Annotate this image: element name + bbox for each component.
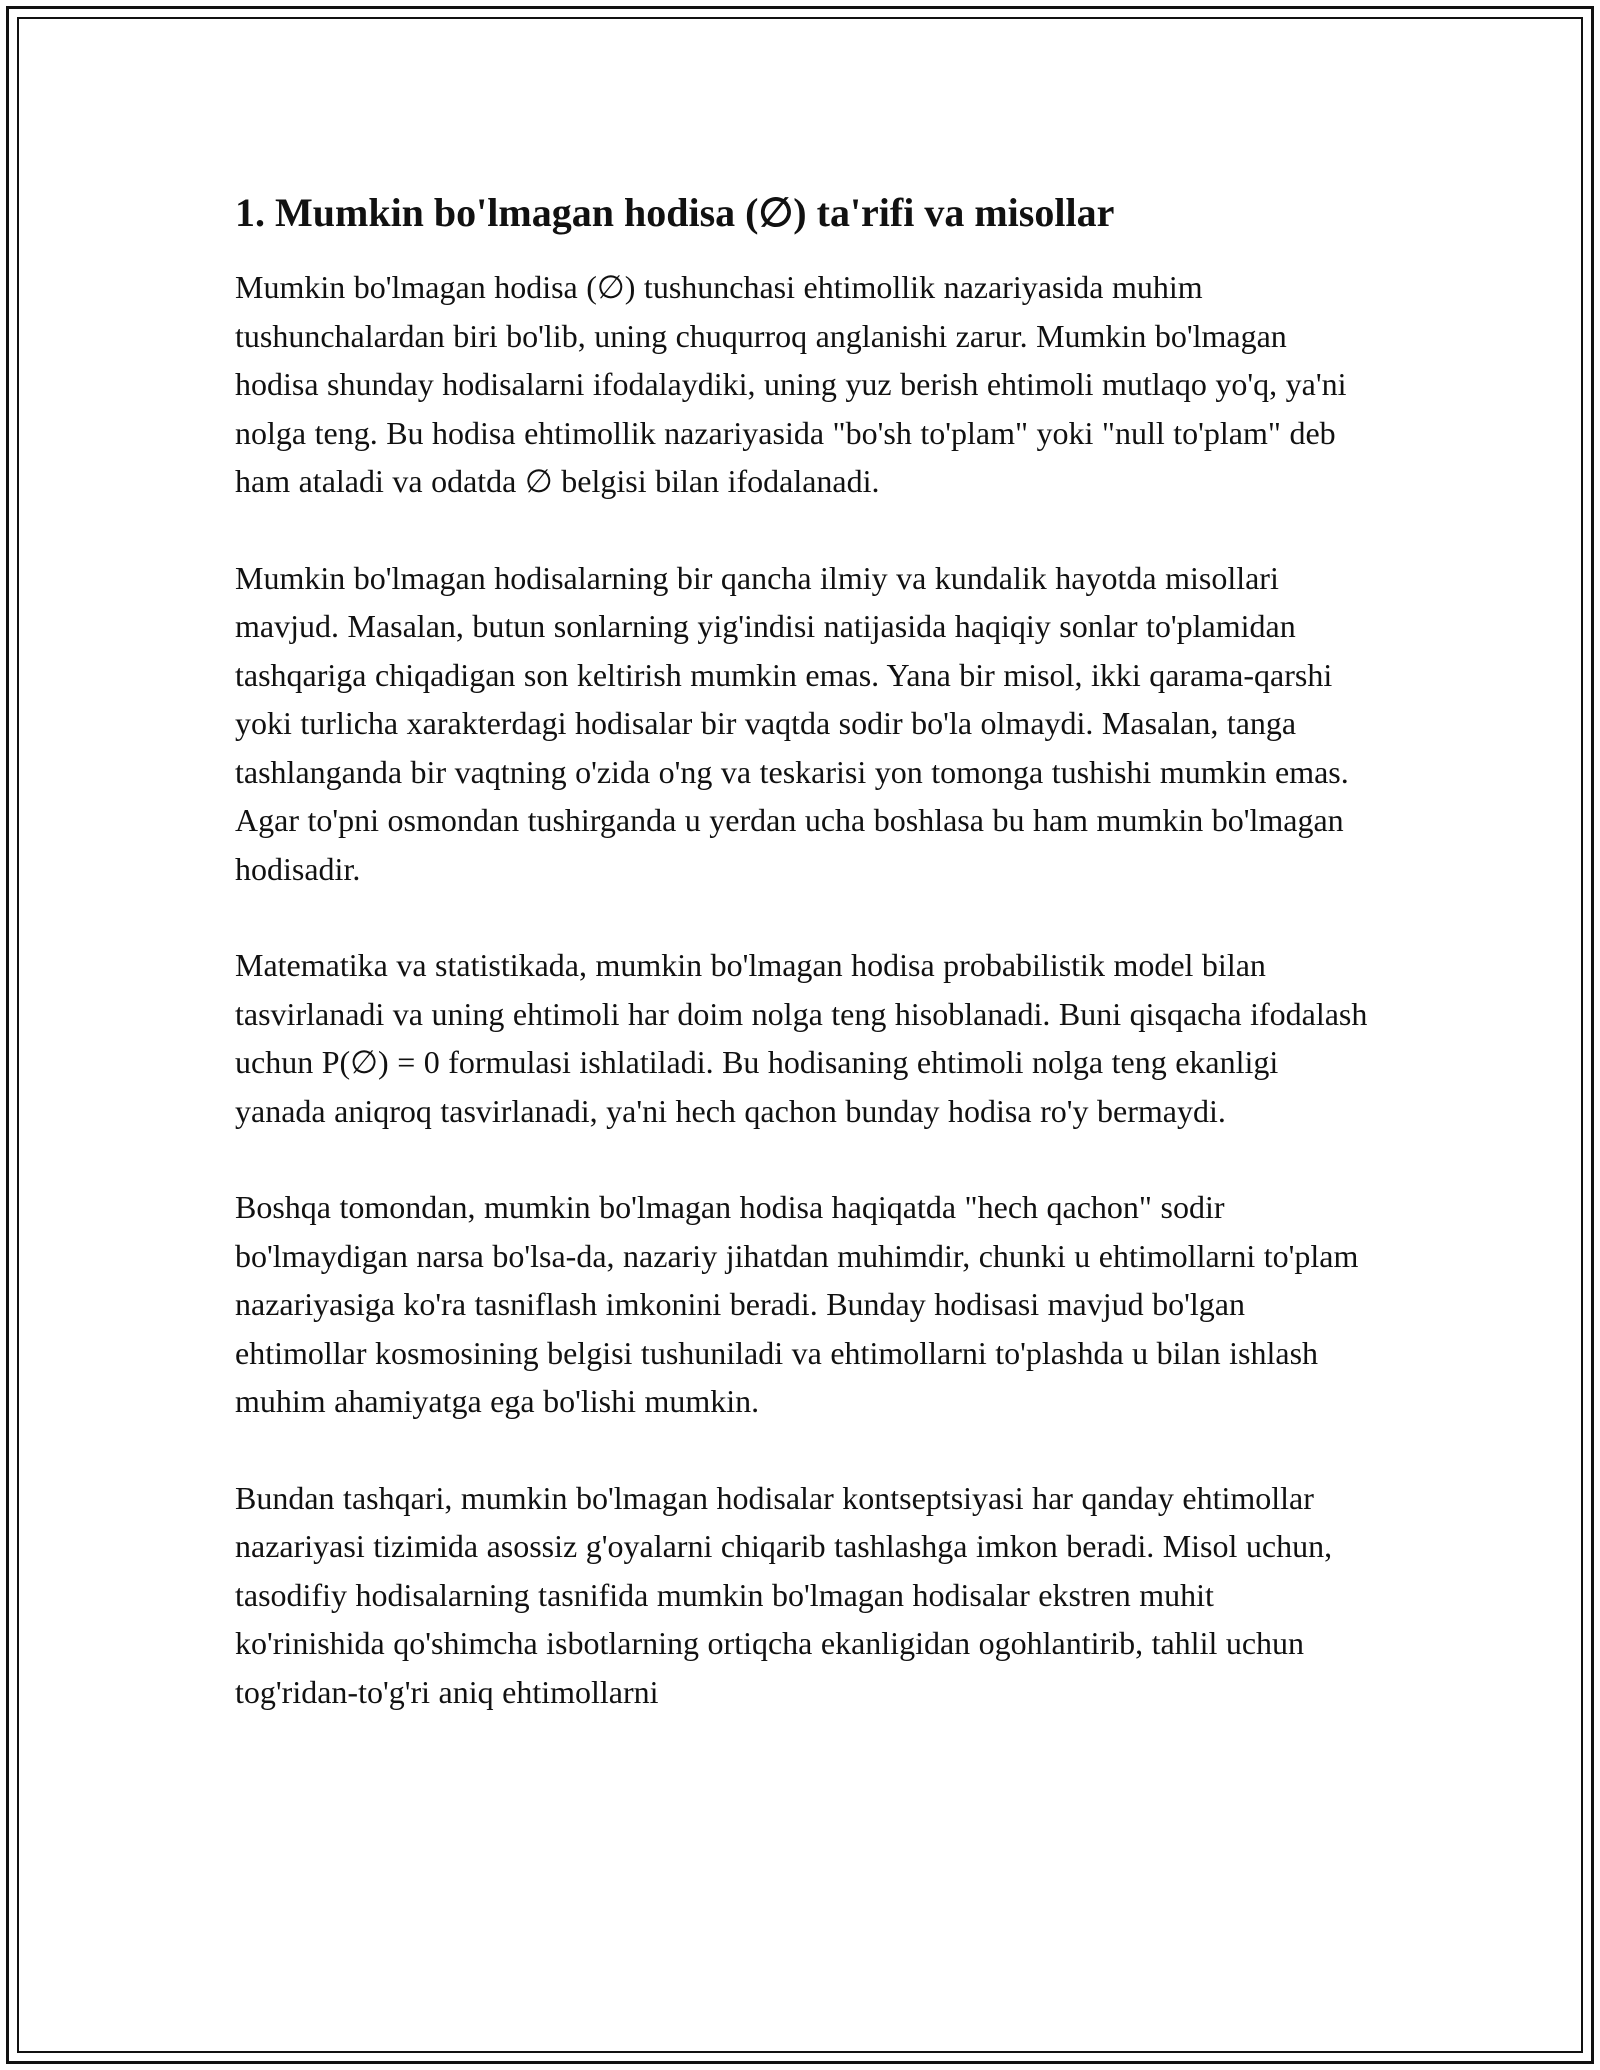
paragraph-mathematics: Matematika va statistikada, mumkin bo'lmagan hodisa probabilistik model bilan tasvirlanadi va uning ehtimoli har doim nolga teng hisoblanadi. Buni qisqacha ifodalash uchun P(∅) = 0 formulasi ishlatiladi. Bu hodisaning ehtimoli nolga teng ekanligi yanada aniqroq tasvirlanadi, ya'ni hech qachon bunday hodisa ro'y bermaydi. — [235, 947, 1368, 1129]
page-title: 1. Mumkin bo'lmagan hodisa (∅) ta'rifi va misollar — [235, 190, 1115, 235]
paragraph-concept: Bundan tashqari, mumkin bo'lmagan hodisalar kontseptsiyasi har qanday ehtimollar nazariyasi tizimida asossiz g'oyalarni chiqarib tashlashga imkon beradi. Misol uchun, tasodifiy hodisalarning tasnifida mumkin bo'lmagan hodisalar ekstren muhit ko'rinishida qo'shimcha isbotlarning ortiqcha ekanligidan ogohlantirib, tahlil uchun tog'ridan-to'g'ri aniq ehtimollarni — [235, 1479, 1333, 1710]
paragraph-definition: Mumkin bo'lmagan hodisa (∅) tushunchasi ehtimollik nazariyasida muhim tushunchalardan biri bo'lib, uning chuqurroq anglanishi zarur. Mumkin bo'lmagan hodisa shunday hodisalarni ifodalaydiki, uning yuz berish ehtimoli mutlaqo yo'q, ya'ni nolga teng. Bu hodisa ehtimollik nazariyasida "bo'sh to'plam" yoki "null to'plam" deb ham ataladi va odatda ∅ belgisi bilan ifodalanadi. — [235, 269, 1347, 499]
document-body — [235, 185, 1370, 1764]
paragraph-theory: Boshqa tomondan, mumkin bo'lmagan hodisa haqiqatda "hech qachon" sodir bo'lmaydigan narsa bo'lsa-da, nazariy jihatdan muhimdir, chunki u ehtimollarni to'plam nazariyasiga ko'ra tasniflash imkonini beradi. Bunday hodisasi mavjud bo'lgan ehtimollar kosmosining belgisi tushuniladi va ehtimollarni to'plashda u bilan ishlash muhim ahamiyatga ega bo'lishi mumkin. — [235, 1189, 1359, 1419]
paragraph-examples: Mumkin bo'lmagan hodisalarning bir qancha ilmiy va kundalik hayotda misollari mavjud. Masalan, butun sonlarning yig'indisi natijasida haqiqiy sonlar to'plamidan tashqariga chiqadigan son keltirish mumkin emas. Yana bir misol, ikki qarama-qarshi yoki turlicha xarakterdagi hodisalar bir vaqtda sodir bo'la olmaydi. Masalan, tanga tashlanganda bir vaqtning o'zida o'ng va teskarisi yon tomonga tushishi mumkin emas. Agar to'pni osmondan tushirganda u yerdan ucha boshlasa bu ham mumkin bo'lmagan hodisadir. — [235, 559, 1349, 887]
